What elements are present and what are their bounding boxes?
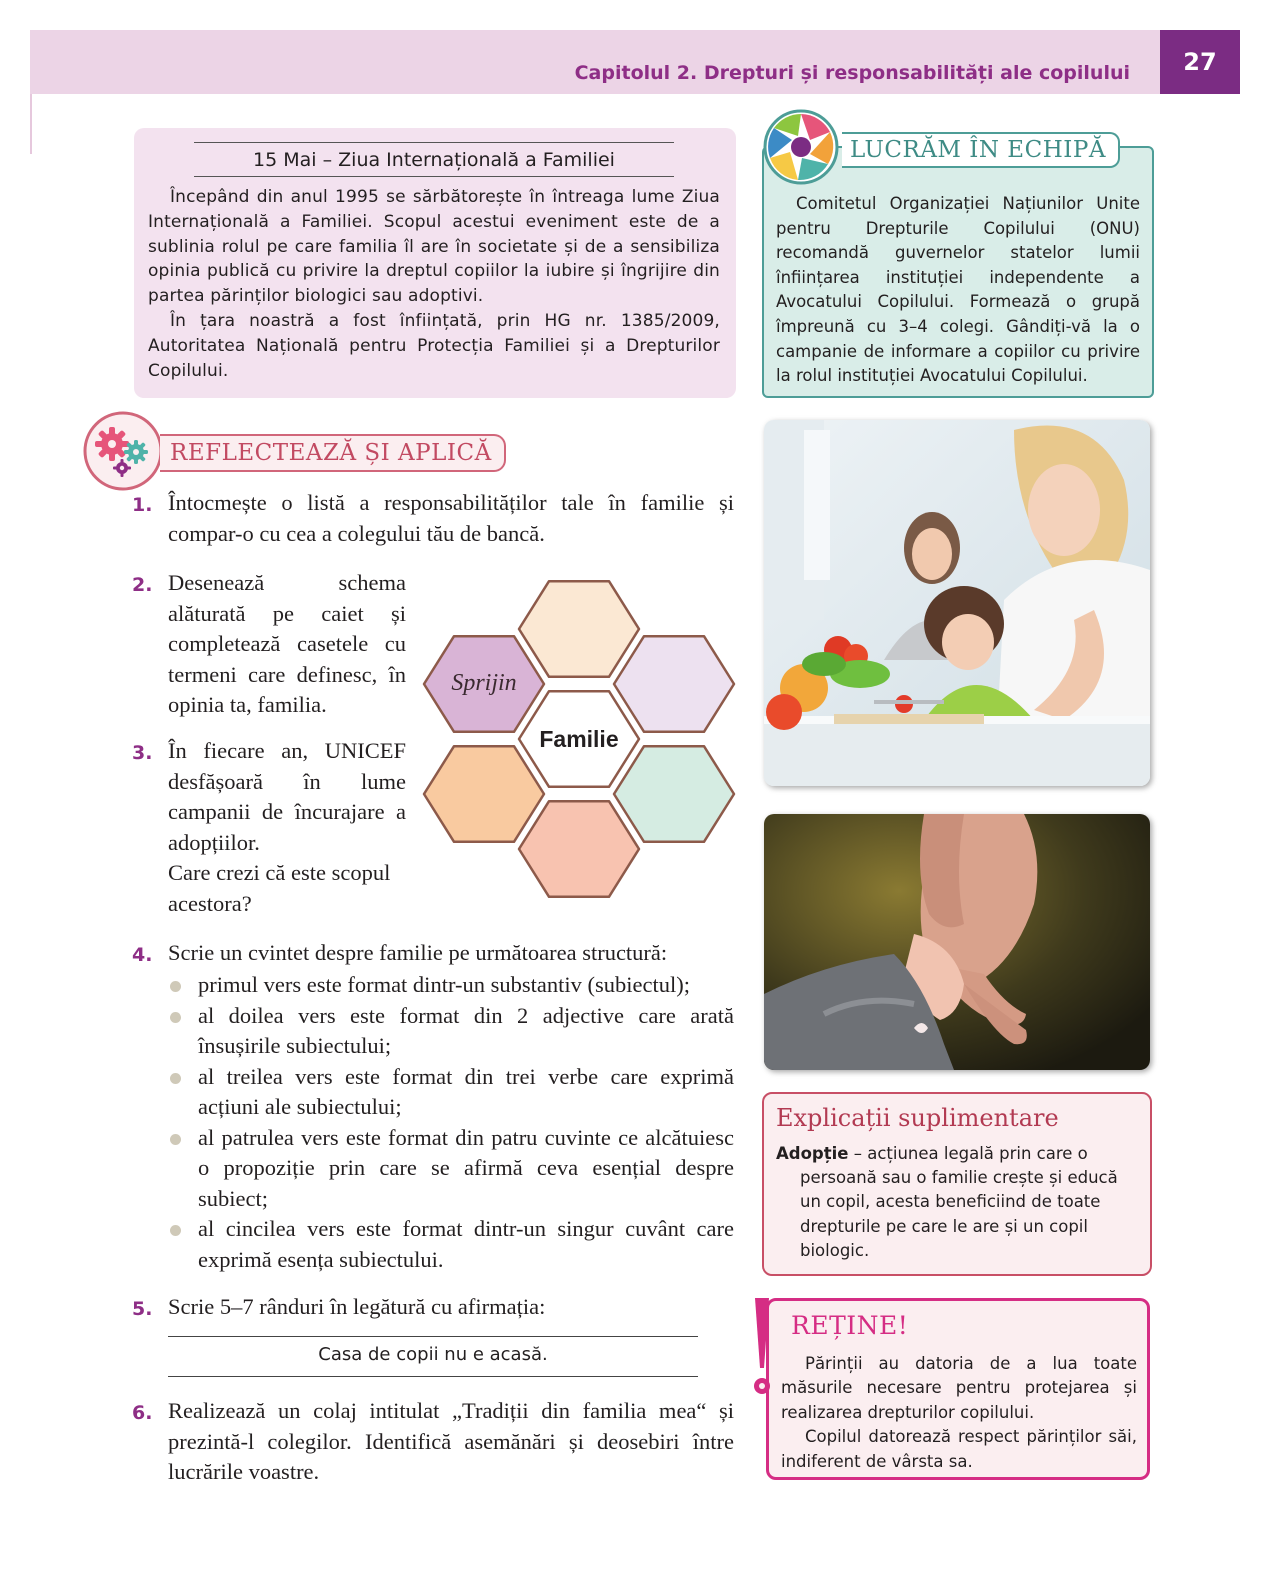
hex-right-top: [614, 636, 734, 732]
list-item: primul vers este format dintr-un substantiv (subiectul);: [168, 970, 734, 1001]
explanations-definition: [776, 1142, 1136, 1263]
cvintet-structure-list: [168, 970, 734, 1275]
explanations-term: Adopție: [776, 1144, 849, 1163]
remember-paragraph-2: Copilul datorează respect părinților săi, indiferent de vârsta sa.: [781, 1427, 1137, 1471]
hex-left-bottom: [424, 746, 544, 842]
family-day-paragraph-1: Începând din anul 1995 se sărbătorește în întreaga lume Ziua Internațională a Familiei. Scopul acestui eveniment este de a sublinia rolul pe care familia îl are în societate și de a sensibiliza opinia publică cu privire la dreptul copiilor la iubire și îngrijire din partea părinților biologici sau adoptivi.: [148, 187, 720, 307]
exercise-1-number: 1.: [132, 494, 153, 516]
exercise-5-text: Scrie 5–7 rânduri în legătură cu afirmația:: [168, 1294, 546, 1319]
explanations-box: [762, 1092, 1152, 1276]
exercise-2-number: 2.: [132, 574, 153, 596]
hex-right-bottom: [614, 746, 734, 842]
hex-familie-label: Familie: [539, 726, 619, 752]
hex-top: [519, 581, 639, 677]
exclamation-icon: [752, 1298, 772, 1398]
remember-box: [766, 1298, 1150, 1480]
quote-rule-top: [168, 1336, 698, 1337]
family-day-title: 15 Mai – Ziua Internațională a Familiei: [253, 149, 615, 171]
title-rule-bottom: [194, 176, 674, 177]
chapter-title: Capitolul 2. Drepturi și responsabilități ale copilului: [574, 62, 1130, 84]
list-item: al cincilea vers este format dintr-un singur cuvânt care exprimă esența subiectului.: [168, 1214, 734, 1275]
exercise-2-text: Desenează schema alăturată pe caiet și completează casetele cu termeni care definesc, în opinia ta, familia.: [168, 570, 406, 717]
remember-paragraph-1: Părinții au datoria de a lua toate măsurile necesare pentru protejarea și realizarea drepturilor copilului.: [781, 1354, 1137, 1422]
exercise-3-question: Care crezi că este scopul acestora?: [168, 860, 391, 916]
exercise-5-number: 5.: [132, 1298, 153, 1320]
exercise-1-text: Întocmește o listă a responsabilităților tale în familie și compar-o cu cea a colegului tău de bancă.: [168, 490, 734, 546]
list-item: al treilea vers este format din trei verbe care exprimă acțiuni ale subiectului;: [168, 1062, 734, 1123]
family-day-box: [134, 128, 736, 398]
exercise-5-quote: Casa de copii nu e acasă.: [318, 1344, 548, 1365]
exercise-6-number: 6.: [132, 1402, 153, 1424]
holding-hands-photo: [764, 814, 1150, 1070]
hex-sprijin-label: Sprijin: [451, 670, 517, 696]
list-item: al patrulea vers este format din patru cuvinte ce alcătuiesc o propoziție prin care se afirmă ceva esențial despre subiect;: [168, 1123, 734, 1215]
page-number: 27: [1160, 30, 1240, 94]
family-hexagon-diagram: [420, 566, 740, 912]
exercise-4-text: Scrie un cvintet despre familie pe următoarea structură:: [168, 940, 668, 965]
teamwork-label: LUCRĂM ÎN ECHIPĂ: [842, 132, 1120, 168]
explanations-definition-text: – acțiunea legală prin care o persoană sau o familie crește și educă un copil, acesta beneficiind de toate drepturile pe care le are și un copil biologic.: [800, 1144, 1118, 1260]
hex-bottom: [519, 801, 639, 897]
explanations-title: Explicații suplimentare: [776, 1104, 1059, 1132]
reflect-label: REFLECTEAZĂ ȘI APLICĂ: [160, 434, 506, 472]
puzzle-ball-icon: [762, 108, 840, 186]
quote-rule-bottom: [168, 1376, 698, 1377]
exercise-3-number: 3.: [132, 742, 153, 764]
remember-title: REȚINE!: [791, 1311, 909, 1340]
family-day-paragraph-2: În țara noastră a fost înființată, prin HG nr. 1385/2009, Autoritatea Națională pentru Protecția Familiei și a Drepturilor Copilului.: [148, 310, 720, 381]
exercise-3-text: În fiecare an, UNICEF desfășoară în lume campanii de încurajare a adopțiilor.: [168, 738, 406, 855]
margin-line: [30, 94, 32, 154]
exercise-6-text: Realizează un colaj intitulat „Tradiții din familia mea“ și prezintă-l colegilor. Identifică asemănări și deosebiri între lucrările voastre.: [168, 1398, 734, 1484]
teamwork-text: Comitetul Organizației Națiunilor Unite pentru Drepturile Copilului (ONU) recomandă guvernelor statelor lumii înființarea instituției independente a Avocatului Copilului. Formează o grupă împreună cu 3–4 colegi. Gândiți-vă la o campanie de informare a copiilor cu privire la rolul instituției Avocatului Copilului.: [776, 194, 1140, 386]
list-item: al doilea vers este format din 2 adjective care arată însușirile subiectului;: [168, 1001, 734, 1062]
exercise-4-number: 4.: [132, 944, 153, 966]
family-cooking-photo: [764, 420, 1150, 786]
gears-icon: [82, 410, 164, 492]
